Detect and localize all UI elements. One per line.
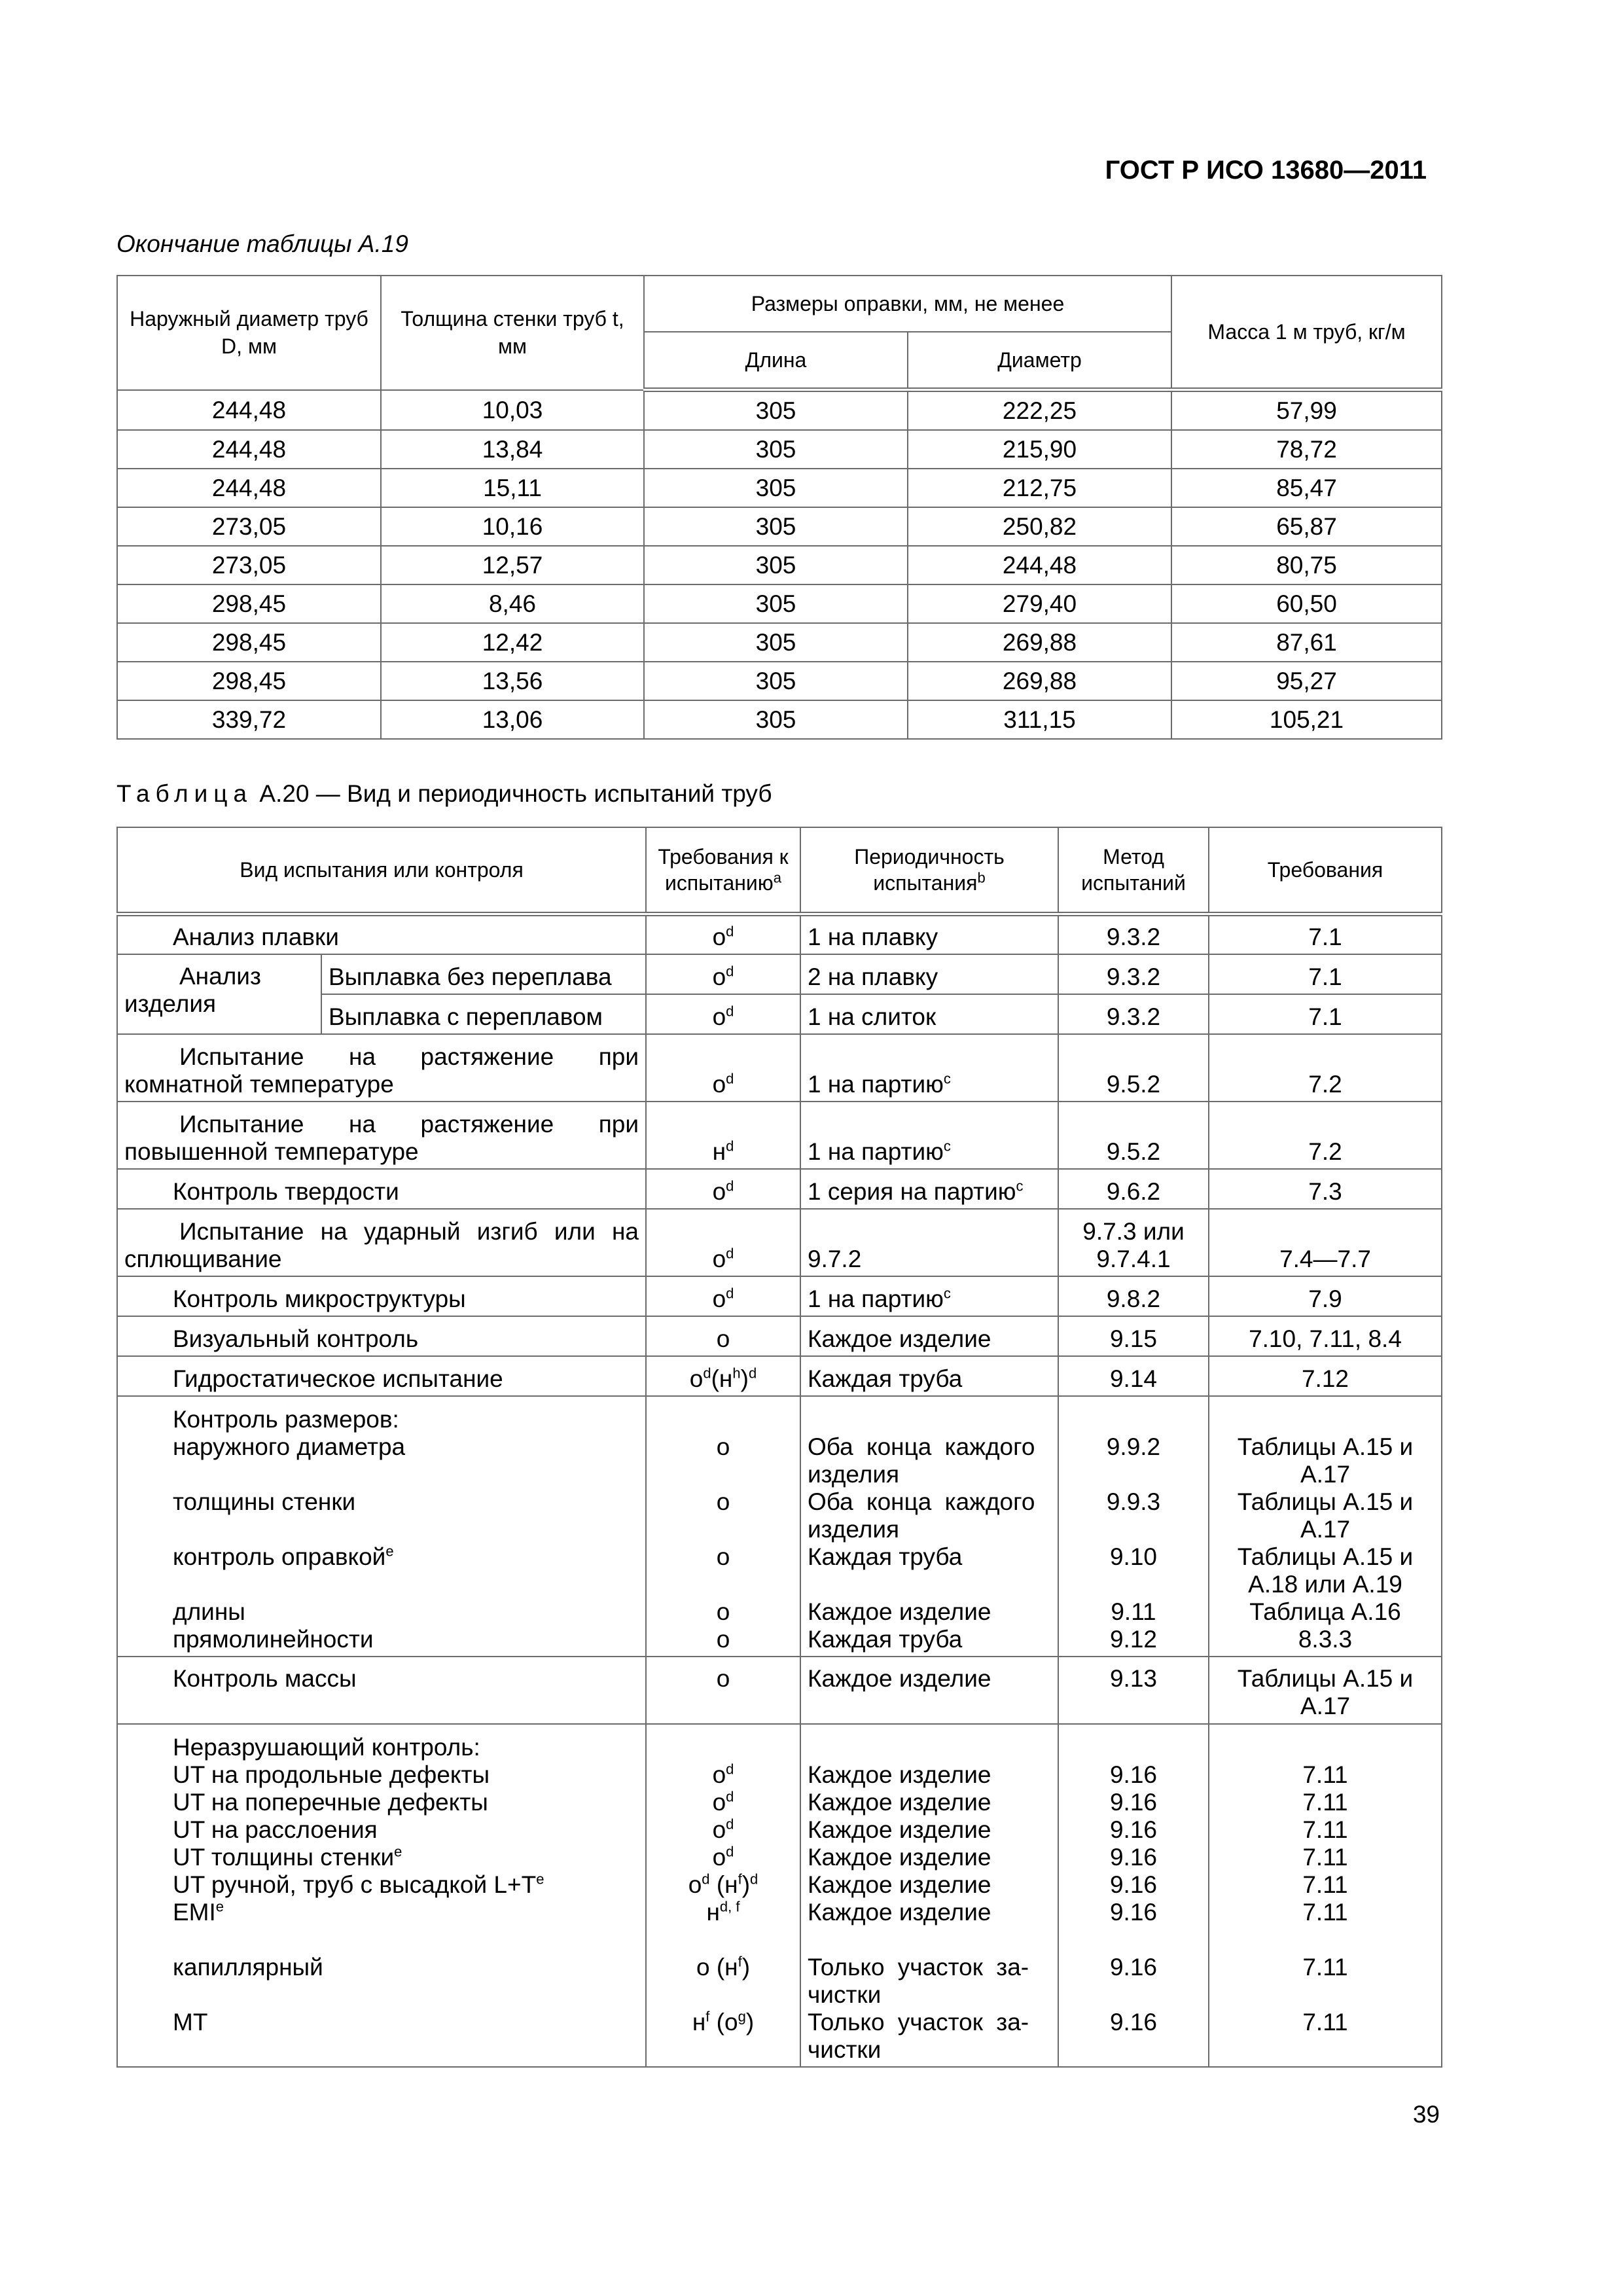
table-cell: 298,45	[117, 662, 381, 700]
table-row	[117, 954, 1442, 994]
table-cell: 339,72	[117, 700, 381, 739]
col-test-type: Вид испытания или контроля	[117, 827, 646, 914]
row-freq: 2 на плавку	[800, 954, 1058, 994]
row-freq: 1 на плавку	[800, 914, 1058, 954]
row-name: Контроль массы	[117, 1657, 646, 1724]
row-name: Неразрушающий контроль: UT на продольные дефекты UT на поперечные дефекты UT на расслоения UT толщины стенки$^e$ UT ручной, труб с высадкой $L+T^e$ EMI$^e$ капиллярный МТ	[117, 1724, 646, 2067]
table-cell: 311,15	[908, 700, 1171, 739]
row-ref: 7.2	[1209, 1034, 1442, 1102]
row-freq: 9.7.2	[800, 1209, 1058, 1276]
table-a20	[116, 827, 1442, 2068]
table-row	[117, 662, 1442, 700]
table-a19-body	[117, 390, 1442, 740]
table-cell: 78,72	[1171, 430, 1442, 469]
table-row	[117, 700, 1442, 739]
row-ref: 7.10, 7.11, 8.4	[1209, 1316, 1442, 1356]
table-a19	[116, 275, 1442, 740]
row-ref: 7.1	[1209, 914, 1442, 954]
table-cell: 244,48	[117, 430, 381, 469]
row-method: 9.7.3 или 9.7.4.1	[1058, 1209, 1209, 1276]
row-freq: 1 на слиток	[800, 994, 1058, 1034]
col-wall-thickness: Толщина стенки труб t, мм	[381, 276, 644, 390]
row-req: $о^d$	[646, 1169, 800, 1209]
row-method: 9.3.2	[1058, 954, 1209, 994]
table-row	[117, 469, 1442, 507]
row-method: 9.5.2	[1058, 1034, 1209, 1102]
table-row	[117, 1034, 1442, 1102]
table-row	[117, 1169, 1442, 1209]
table-a20-caption	[116, 780, 772, 808]
table-row	[117, 390, 1442, 431]
row-name: Контроль размеров: наружного диаметра толщины стенки контроль оправкой$^e$ длины прямолинейности	[117, 1396, 646, 1657]
col-frequency: Периодичность испытания$^b$	[800, 827, 1058, 914]
row-method: 9.3.2	[1058, 994, 1209, 1034]
table-cell: 305	[644, 469, 908, 507]
row-req: $о^d$	[646, 954, 800, 994]
row-method: 9.8.2	[1058, 1276, 1209, 1316]
col-mandrel-group: Размеры оправки, мм, не менее	[644, 276, 1171, 332]
table-row	[117, 1356, 1442, 1396]
table-cell: 10,16	[381, 507, 644, 546]
table-row-ndt	[117, 1724, 1442, 2067]
row-name: Анализ плавки	[117, 914, 646, 954]
table-cell: 13,06	[381, 700, 644, 739]
row-freq: 1 на партию$^c$	[800, 1034, 1058, 1102]
row-req: о	[646, 1316, 800, 1356]
table-cell: 250,82	[908, 507, 1171, 546]
table-cell: 80,75	[1171, 546, 1442, 584]
row-name: Испытание на растяжение при комнатной температуре	[117, 1034, 646, 1102]
row-name: Визуальный контроль	[117, 1316, 646, 1356]
table-row-dimensions	[117, 1396, 1442, 1657]
table-cell: 305	[644, 390, 908, 431]
table-cell: 95,27	[1171, 662, 1442, 700]
table-cell: 269,88	[908, 662, 1171, 700]
row-req: $о^d$	[646, 1034, 800, 1102]
caption-prefix: Таблица	[116, 780, 253, 807]
table-cell: 15,11	[381, 469, 644, 507]
row-req: $о^d$	[646, 1209, 800, 1276]
row-req: $о^d$	[646, 1276, 800, 1316]
table-cell: 215,90	[908, 430, 1171, 469]
table-cell: 305	[644, 430, 908, 469]
row-req: $о^d(н^h)^d$	[646, 1356, 800, 1396]
table-row	[117, 1276, 1442, 1316]
row-name: Контроль твердости	[117, 1169, 646, 1209]
row-method: 9.13	[1058, 1657, 1209, 1724]
table-cell: 305	[644, 662, 908, 700]
col-mandrel-diameter: Диаметр	[908, 332, 1171, 390]
table-cell: 273,05	[117, 546, 381, 584]
table-cell: 279,40	[908, 584, 1171, 623]
row-ref: Таблицы А.15 и А.17 Таблицы А.15 и А.17 Таблицы А.15 и А.18 или А.19 Таблица А.16 8.3.3	[1209, 1396, 1442, 1657]
table-cell: 222,25	[908, 390, 1171, 431]
table-cell: 305	[644, 546, 908, 584]
table-cell: 244,48	[908, 546, 1171, 584]
row-freq: 1 на партию$^c$	[800, 1102, 1058, 1169]
row-freq: Каждое изделие Каждое изделие Каждое изделие Каждое изделие Каждое изделие Каждое изделие Только участок за- чистки Только участок за- чистки	[800, 1724, 1058, 2067]
row-method: 9.3.2	[1058, 914, 1209, 954]
row-req: о	[646, 1657, 800, 1724]
row-ref: 7.1	[1209, 994, 1442, 1034]
table-cell: 8,46	[381, 584, 644, 623]
row-name: Контроль микроструктуры	[117, 1276, 646, 1316]
table-a19-caption: Окончание таблицы А.19	[116, 230, 408, 257]
row-name: Анализ изделия	[117, 954, 321, 1034]
row-req: $н^d$	[646, 1102, 800, 1169]
table-cell: 244,48	[117, 390, 381, 431]
row-freq: Каждое изделие	[800, 1657, 1058, 1724]
col-mandrel-length: Длина	[644, 332, 908, 390]
row-method: 9.15	[1058, 1316, 1209, 1356]
col-requirements: Требования	[1209, 827, 1442, 914]
table-row	[117, 1102, 1442, 1169]
table-cell: 212,75	[908, 469, 1171, 507]
row-ref: 7.9	[1209, 1276, 1442, 1316]
row-method: 9.14	[1058, 1356, 1209, 1396]
row-subname: Выплавка с переплавом	[321, 994, 646, 1034]
table-row	[117, 1316, 1442, 1356]
row-req: о о о о о	[646, 1396, 800, 1657]
caption-title: А.20 — Вид и периодичность испытаний труб	[253, 780, 772, 807]
page-number: 39	[1412, 2101, 1440, 2128]
table-cell: 273,05	[117, 507, 381, 546]
table-cell: 12,57	[381, 546, 644, 584]
row-req: $о^d$	[646, 914, 800, 954]
row-req: $о^d$ $о^d$ $о^d$ $о^d$ $о^d$ $(н^f)^d$ $н^{d, f}$ о $(н^f)$ $н^f$ $(о^g)$	[646, 1724, 800, 2067]
table-row	[117, 914, 1442, 954]
table-row	[117, 507, 1442, 546]
table-row	[117, 623, 1442, 662]
table-row	[117, 546, 1442, 584]
row-name: Испытание на растяжение при повышенной температуре	[117, 1102, 646, 1169]
row-method: 9.16 9.16 9.16 9.16 9.16 9.16 9.16 9.16	[1058, 1724, 1209, 2067]
table-cell: 13,84	[381, 430, 644, 469]
row-ref: 7.2	[1209, 1102, 1442, 1169]
table-cell: 65,87	[1171, 507, 1442, 546]
table-row	[117, 584, 1442, 623]
table-cell: 60,50	[1171, 584, 1442, 623]
row-subname: Выплавка без переплава	[321, 954, 646, 994]
col-test-requirement: Требования к испытанию$^a$	[646, 827, 800, 914]
table-row	[117, 430, 1442, 469]
document-code: ГОСТ Р ИСО 13680—2011	[1105, 156, 1427, 185]
table-cell: 298,45	[117, 623, 381, 662]
row-method: 9.9.2 9.9.3 9.10 9.11 9.12	[1058, 1396, 1209, 1657]
row-freq: Каждая труба	[800, 1356, 1058, 1396]
table-cell: 10,03	[381, 390, 644, 431]
col-method: Метод испытаний	[1058, 827, 1209, 914]
table-cell: 305	[644, 700, 908, 739]
table-row	[117, 1657, 1442, 1724]
row-ref: 7.4—7.7	[1209, 1209, 1442, 1276]
table-cell: 269,88	[908, 623, 1171, 662]
table-cell: 57,99	[1171, 390, 1442, 431]
row-ref: 7.3	[1209, 1169, 1442, 1209]
table-cell: 305	[644, 507, 908, 546]
col-mass: Масса 1 м труб, кг/м	[1171, 276, 1442, 390]
table-cell: 305	[644, 623, 908, 662]
row-req: $о^d$	[646, 994, 800, 1034]
row-freq: Каждое изделие	[800, 1316, 1058, 1356]
table-cell: 85,47	[1171, 469, 1442, 507]
table-cell: 105,21	[1171, 700, 1442, 739]
table-cell: 298,45	[117, 584, 381, 623]
row-freq: 1 на партию$^c$	[800, 1276, 1058, 1316]
row-ref: 7.12	[1209, 1356, 1442, 1396]
table-row	[117, 1209, 1442, 1276]
table-cell: 305	[644, 584, 908, 623]
table-cell: 13,56	[381, 662, 644, 700]
table-cell: 12,42	[381, 623, 644, 662]
table-cell: 244,48	[117, 469, 381, 507]
col-outer-diameter: Наружный диаметр труб D, мм	[117, 276, 381, 390]
row-method: 9.5.2	[1058, 1102, 1209, 1169]
row-name: Испытание на ударный изгиб или на сплющивание	[117, 1209, 646, 1276]
row-ref: Таблицы А.15 и А.17	[1209, 1657, 1442, 1724]
row-method: 9.6.2	[1058, 1169, 1209, 1209]
table-cell: 87,61	[1171, 623, 1442, 662]
row-name: Гидростатическое испытание	[117, 1356, 646, 1396]
row-ref: 7.1	[1209, 954, 1442, 994]
row-freq: 1 серия на партию$^c$	[800, 1169, 1058, 1209]
row-freq: Оба конца каждого изделия Оба конца каждого изделия Каждая труба Каждое изделие Каждая труба	[800, 1396, 1058, 1657]
row-ref: 7.11 7.11 7.11 7.11 7.11 7.11 7.11 7.11	[1209, 1724, 1442, 2067]
